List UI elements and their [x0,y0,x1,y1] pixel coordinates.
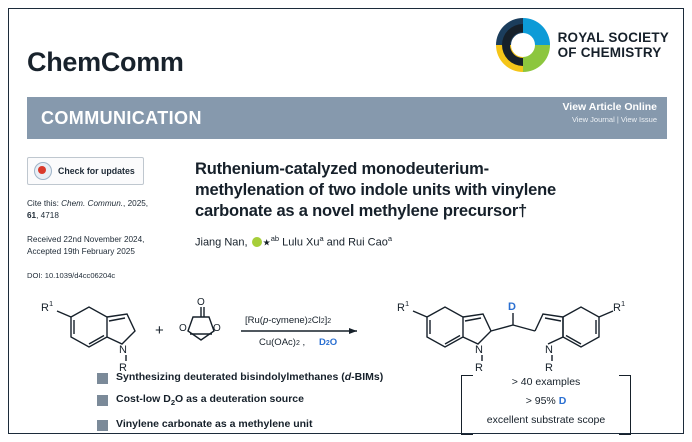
rsc-logo [495,17,669,73]
svg-text:N: N [545,344,553,356]
publisher-line-1: ROYAL SOCIETY [557,30,669,45]
author-list [195,234,665,249]
crossmark-icon [34,162,52,180]
results-lines [473,373,619,430]
title-line-1: Ruthenium-catalyzed monodeuterium- [195,160,489,178]
svg-text:O: O [197,297,205,308]
communication-banner [27,97,667,139]
view-article-online-link[interactable]: View Article Online [562,101,657,113]
highlight-2-text: Cost-low $D_2O$ as a deuteration source [116,393,304,408]
rsc-logo-icon [495,17,551,73]
svg-text:R: R [119,362,127,374]
page-title [195,159,665,222]
page-frame [8,8,684,434]
article-type-label: COMMUNICATION [41,108,202,128]
view-journal-issue-links[interactable]: View Journal | View Issue [571,115,657,124]
reagent-bottom-label: Cu(OAc)2 , [259,337,306,348]
svg-text:1: 1 [621,299,626,308]
bullet-square-icon [97,373,108,384]
svg-text:N: N [475,344,483,356]
journal-title: ChemComm [27,47,184,77]
svg-text:R: R [475,362,483,374]
graphical-abstract-scheme [27,287,667,377]
deuterium-label: D [558,395,567,407]
masthead [9,9,683,89]
reagent-d2o-label: D2O [319,337,338,348]
cite-journal: Chem. Commun. [61,199,124,208]
bullet-square-icon [97,420,108,431]
svg-text:+: + [155,322,164,339]
svg-text:R: R [545,362,553,374]
bracket-right-icon [619,375,631,435]
title-line-3: carbonate as a novel methylene precursor† [195,202,528,220]
results-line-3: excellent substrate scope [486,414,606,426]
bracket-left-icon [461,375,473,435]
sidebar-metadata [27,157,177,280]
corresponding-author-star: ★ [262,237,271,248]
list-item [97,393,417,409]
publisher-line-2: OF CHEMISTRY [557,45,662,60]
orcid-icon[interactable] [252,237,262,247]
cite-pages: , 4718 [36,210,59,220]
publisher-name [558,30,669,60]
svg-text:O: O [213,323,221,334]
author-2[interactable]: Lulu Xu [279,236,320,249]
title-line-2: methylenation of two indole units with vinylene [195,181,556,199]
highlight-list [97,371,417,440]
author-3-affiliation: a [387,234,393,243]
article-header [195,159,665,249]
check-for-updates-button[interactable] [27,157,144,185]
svg-text:O: O [179,323,187,334]
accepted-date: Accepted 19th February 2025 [27,246,135,256]
check-for-updates-label: Check for updates [58,166,135,176]
author-2-affiliation: a [319,234,324,243]
list-item [97,371,417,384]
list-item [97,418,417,431]
cite-rest: , 2025, [123,199,149,208]
results-line-2: > 95% D [525,395,567,407]
results-bracket [461,373,631,435]
svg-text:R: R [41,302,49,314]
svg-text:1: 1 [49,299,54,308]
cite-volume: 61 [27,210,37,220]
cite-prefix: Cite this: [27,199,62,208]
svg-text:N: N [119,344,127,356]
author-3[interactable]: and Rui Cao [323,236,388,249]
highlight-1-text: Synthesizing deuterated bisindolylmethanes (d-BIMs) [116,371,384,383]
cite-this-block [27,198,177,221]
received-date: Received 22nd November 2024, [27,235,145,244]
svg-text:R: R [613,302,621,314]
svg-text:R: R [397,302,405,314]
view-online-block[interactable] [562,101,657,124]
results-line-1: > 40 examples [511,376,581,388]
reagent-top-label: [Ru(p-cymene)2Cl2]2 [245,315,332,326]
bullet-square-icon [97,395,108,406]
author-1-affiliation: ab [270,234,280,243]
svg-text:1: 1 [405,299,410,308]
dates-block [27,234,177,257]
highlight-3-text: Vinylene carbonate as a methylene unit [116,418,313,431]
author-1[interactable]: Jiang Nan, [195,236,248,249]
doi-text[interactable]: DOI: 10.1039/d4cc06204c [27,271,116,280]
svg-text:D: D [508,301,516,313]
